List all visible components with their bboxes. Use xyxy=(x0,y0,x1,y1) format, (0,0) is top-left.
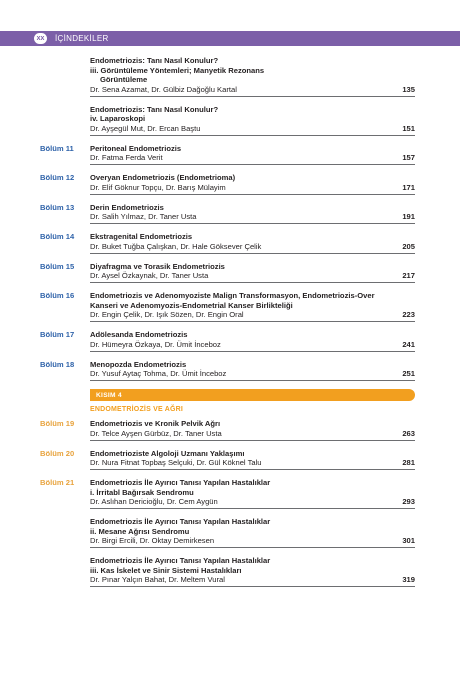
entry-title-text: Ekstragenital Endometriozis xyxy=(90,232,193,241)
toc-entry[interactable] xyxy=(0,330,460,352)
entry-authors: Dr. Salih Yılmaz, Dr. Taner Usta xyxy=(90,212,197,221)
chapter-label: Bölüm 19 xyxy=(40,419,75,428)
toc-list-part-3 xyxy=(0,56,460,381)
entry-page-number: 281 xyxy=(402,458,415,467)
author-row xyxy=(90,242,415,254)
entry-title-line xyxy=(90,556,415,566)
entry-title-line xyxy=(90,173,415,183)
chapter-label: Bölüm 13 xyxy=(40,202,75,212)
part-label: KISIM 4 xyxy=(96,391,122,399)
entry-body xyxy=(90,56,415,97)
entry-title-text: Görüntüleme xyxy=(100,75,148,84)
entry-title-text: Endometriozis ve Adenomyoziste Malign Transformasyon, Endometriozis-Over xyxy=(90,291,375,300)
toc-entry[interactable] xyxy=(0,203,460,225)
entry-title-text: Endometriozis İle Ayırıcı Tanısı Yapılan Hastalıklar xyxy=(90,478,271,487)
entry-title-line xyxy=(90,301,415,311)
entry-body xyxy=(90,262,415,284)
entry-body xyxy=(90,232,415,254)
toc-entry[interactable] xyxy=(0,56,460,97)
chapter-label: Bölüm 11 xyxy=(40,143,74,153)
entry-title-line xyxy=(90,517,415,527)
chapter-label: Bölüm 15 xyxy=(40,261,75,271)
toc-entry[interactable] xyxy=(0,449,460,471)
entry-title-line xyxy=(90,449,415,459)
entry-page-number: 293 xyxy=(402,497,415,506)
entry-title-line xyxy=(90,419,415,429)
entry-authors: Dr. Aslıhan Dericioğlu, Dr. Cem Aygün xyxy=(90,497,218,506)
entry-page-number: 223 xyxy=(402,310,415,319)
author-row xyxy=(90,429,415,441)
chapter-label: Bölüm 21 xyxy=(40,478,75,487)
entry-title-text: Endometriozis: Tanı Nasıl Konulur? xyxy=(90,56,219,65)
toc-entry[interactable] xyxy=(0,478,460,509)
entry-authors: Dr. Nura Fitnat Topbaş Selçuki, Dr. Gül Köknel Talu xyxy=(90,458,262,467)
toc-entry[interactable] xyxy=(0,105,460,136)
entry-authors: Dr. Hümeyra Özkaya, Dr. Ümit İnceboz xyxy=(90,339,221,349)
entry-authors: Dr. Engin Çelik, Dr. Işık Sözen, Dr. Engin Oral xyxy=(90,310,244,319)
entry-title-line xyxy=(90,203,415,213)
chapter-label: Bölüm 16 xyxy=(40,291,75,300)
entry-body xyxy=(90,556,415,587)
entry-title-text: Overyan Endometriozis (Endometrioma) xyxy=(90,173,236,182)
entry-authors: Dr. Elif Göknur Topçu, Dr. Barış Mülayim xyxy=(90,182,226,192)
entry-body xyxy=(90,449,415,471)
author-row xyxy=(90,153,415,165)
entry-authors: Dr. Birgi Ercili, Dr. Oktay Demirkesen xyxy=(90,536,215,545)
toc-entry[interactable] xyxy=(0,419,460,441)
entry-authors: Dr. Sena Azamat, Dr. Gülbiz Dağoğlu Kartal xyxy=(90,84,237,94)
header-title: İÇİNDEKİLER xyxy=(55,34,109,43)
entry-page-number: 205 xyxy=(402,241,415,251)
entry-page-number: 217 xyxy=(402,271,415,280)
toc-entry[interactable] xyxy=(0,360,460,382)
author-row xyxy=(90,340,415,352)
toc-entry[interactable] xyxy=(0,144,460,166)
entry-title-line xyxy=(90,566,415,576)
entry-title-text: i. İrritabl Bağırsak Sendromu xyxy=(90,487,194,497)
entry-body xyxy=(90,330,415,352)
entry-title-line xyxy=(90,478,415,488)
entry-page-number: 157 xyxy=(402,153,415,162)
entry-title-line xyxy=(90,66,415,76)
entry-title-line xyxy=(90,144,415,154)
entry-page-number: 135 xyxy=(402,84,415,94)
entry-title-line xyxy=(90,105,415,115)
entry-title-line xyxy=(90,330,415,340)
part-title: ENDOMETRİOZİS VE AĞRI xyxy=(90,406,184,413)
entry-page-number: 263 xyxy=(402,428,415,438)
entry-title-line xyxy=(90,75,415,85)
toc-entry[interactable] xyxy=(0,262,460,284)
entry-title-line xyxy=(90,488,415,498)
entry-body xyxy=(90,203,415,225)
chapter-label: Bölüm 12 xyxy=(40,173,75,182)
toc-list-part-4 xyxy=(0,419,460,587)
author-row xyxy=(90,212,415,224)
entry-body xyxy=(90,173,415,195)
entry-title-line xyxy=(90,56,415,66)
section-header-bar xyxy=(0,31,460,46)
page-number-badge: xx xyxy=(34,33,47,44)
part-banner xyxy=(90,389,415,401)
author-row xyxy=(90,369,415,381)
author-row xyxy=(90,458,415,470)
author-row xyxy=(90,536,415,548)
entry-body xyxy=(90,360,415,382)
author-row xyxy=(90,271,415,283)
entry-title-text: Peritoneal Endometriozis xyxy=(90,143,182,153)
toc-entry[interactable] xyxy=(0,232,460,254)
entry-page-number: 301 xyxy=(402,536,415,545)
entry-authors: Dr. Telce Ayşen Gürbüz, Dr. Taner Usta xyxy=(90,428,222,438)
entry-page-number: 151 xyxy=(402,123,415,133)
toc-entry[interactable] xyxy=(0,517,460,548)
author-row xyxy=(90,497,415,509)
entry-title-text: iii. Görüntüleme Yöntemleri; Manyetik Rezonans xyxy=(90,65,265,75)
entry-body xyxy=(90,419,415,441)
author-row xyxy=(90,575,415,587)
entry-title-text: Endometriozis: Tanı Nasıl Konulur? xyxy=(90,104,219,114)
entry-page-number: 191 xyxy=(402,212,415,221)
entry-title-text: Derin Endometriozis xyxy=(90,202,164,212)
entry-page-number: 319 xyxy=(402,575,415,584)
entry-body xyxy=(90,291,415,322)
entry-title-text: Endometrioziste Algoloji Uzmanı Yaklaşımı xyxy=(90,448,245,458)
toc-entry[interactable] xyxy=(0,291,460,322)
entry-authors: Dr. Pınar Yalçın Bahat, Dr. Meltem Vural xyxy=(90,575,225,584)
entry-title-text: Adölesanda Endometriozis xyxy=(90,330,188,339)
chapter-label: Bölüm 20 xyxy=(40,448,75,458)
entry-title-text: Kanseri ve Adenomyozis-Endometrial Kanser Birlikteliği xyxy=(90,300,293,310)
chapter-label: Bölüm 18 xyxy=(40,359,75,369)
entry-title-line xyxy=(90,114,415,124)
entry-body xyxy=(90,105,415,136)
entry-title-text: Menopozda Endometriozis xyxy=(90,359,187,369)
entry-body xyxy=(90,517,415,548)
entry-page-number: 241 xyxy=(402,339,415,349)
chapter-label: Bölüm 14 xyxy=(40,232,75,241)
entry-title-text: Endometriozis İle Ayırıcı Tanısı Yapılan Hastalıklar xyxy=(90,556,271,565)
entry-title-line xyxy=(90,232,415,242)
entry-title-line xyxy=(90,527,415,537)
entry-title-text: Diyafragma ve Torasik Endometriozis xyxy=(90,261,225,271)
toc-entry[interactable] xyxy=(0,173,460,195)
author-row xyxy=(90,183,415,195)
entry-authors: Dr. Ayşegül Mut, Dr. Ercan Baştu xyxy=(90,123,201,133)
entry-body xyxy=(90,144,415,166)
author-row xyxy=(90,85,415,97)
entry-authors: Dr. Yusuf Aytaç Tohma, Dr. Ümit İnceboz xyxy=(90,369,227,378)
entry-title-line xyxy=(90,360,415,370)
entry-authors: Dr. Fatma Ferda Verit xyxy=(90,153,163,162)
entry-title-text: Endometriozis ve Kronik Pelvik Ağrı xyxy=(90,419,221,428)
entry-authors: Dr. Aysel Özkaynak, Dr. Taner Usta xyxy=(90,271,209,280)
entry-page-number: 251 xyxy=(402,369,415,378)
author-row xyxy=(90,124,415,136)
chapter-label: Bölüm 17 xyxy=(40,330,75,339)
entry-authors: Dr. Buket Tuğba Çalışkan, Dr. Hale Göksever Çelik xyxy=(90,241,262,251)
entry-title-line xyxy=(90,291,415,301)
entry-title-text: iii. Kas İskelet ve Sinir Sistemi Hastalıkları xyxy=(90,565,242,575)
entry-title-text: Endometriozis İle Ayırıcı Tanısı Yapılan Hastalıklar xyxy=(90,517,271,526)
entry-page-number: 171 xyxy=(402,182,415,192)
entry-title-line xyxy=(90,262,415,272)
toc-entry[interactable] xyxy=(0,556,460,587)
author-row xyxy=(90,310,415,322)
entry-title-text: ii. Mesane Ağrısı Sendromu xyxy=(90,526,190,536)
entry-title-text: iv. Laparoskopi xyxy=(90,114,146,123)
entry-body xyxy=(90,478,415,509)
table-of-contents xyxy=(0,56,460,595)
